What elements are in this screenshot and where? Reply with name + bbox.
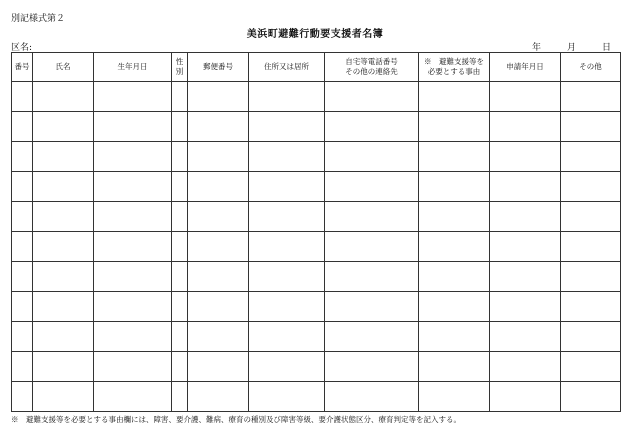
table-cell[interactable]	[490, 292, 561, 322]
table-row	[12, 172, 621, 202]
footnote: ※ 避難支援等を必要とする事由欄には、障害、要介護、難病、療育の種別及び障害等級、要介護状態区分、療育判定等を記入する。	[11, 415, 461, 424]
table-cell[interactable]	[249, 352, 325, 382]
table-cell[interactable]	[33, 292, 94, 322]
table-cell[interactable]	[12, 142, 33, 172]
table-cell[interactable]	[419, 352, 490, 382]
table-cell[interactable]	[188, 232, 249, 262]
table-cell[interactable]	[490, 322, 561, 352]
table-cell[interactable]	[172, 382, 188, 412]
table-cell[interactable]	[490, 202, 561, 232]
table-cell[interactable]	[325, 322, 419, 352]
column-header-application-date: 申請年月日	[490, 53, 561, 82]
table-cell[interactable]	[419, 262, 490, 292]
table-cell[interactable]	[33, 142, 94, 172]
table-cell[interactable]	[490, 112, 561, 142]
table-cell[interactable]	[249, 202, 325, 232]
table-cell[interactable]	[561, 232, 621, 262]
register-body	[12, 82, 621, 412]
table-cell[interactable]	[490, 142, 561, 172]
table-cell[interactable]	[419, 142, 490, 172]
column-header-postal-code: 郵便番号	[188, 53, 249, 82]
table-cell[interactable]	[490, 382, 561, 412]
column-header-sex: 性 別	[172, 53, 188, 82]
column-header-name: 氏名	[33, 53, 94, 82]
table-cell[interactable]	[172, 112, 188, 142]
table-cell[interactable]	[325, 202, 419, 232]
table-cell[interactable]	[490, 172, 561, 202]
year-label: 年	[531, 43, 541, 53]
table-cell[interactable]	[490, 352, 561, 382]
table-cell[interactable]	[561, 82, 621, 112]
register-table	[11, 52, 621, 412]
table-cell[interactable]	[188, 322, 249, 352]
table-row	[12, 202, 621, 232]
table-cell[interactable]	[325, 352, 419, 382]
table-row	[12, 142, 621, 172]
table-cell[interactable]	[94, 82, 172, 112]
header-row	[12, 53, 621, 82]
table-cell[interactable]	[561, 262, 621, 292]
table-cell[interactable]	[249, 82, 325, 112]
table-cell[interactable]	[188, 202, 249, 232]
table-cell[interactable]	[249, 262, 325, 292]
table-cell[interactable]	[490, 82, 561, 112]
table-row	[12, 82, 621, 112]
table-cell[interactable]	[419, 112, 490, 142]
table-cell[interactable]	[33, 262, 94, 292]
table-cell[interactable]	[188, 82, 249, 112]
column-header-birthdate: 生年月日	[94, 53, 172, 82]
table-cell[interactable]	[33, 382, 94, 412]
table-cell[interactable]	[561, 382, 621, 412]
column-header-address: 住所又は居所	[249, 53, 325, 82]
table-cell[interactable]	[12, 292, 33, 322]
table-cell[interactable]	[12, 262, 33, 292]
table-cell[interactable]	[12, 382, 33, 412]
table-cell[interactable]	[249, 322, 325, 352]
table-cell[interactable]	[12, 322, 33, 352]
table-cell[interactable]	[12, 82, 33, 112]
table-cell[interactable]	[33, 322, 94, 352]
table-cell[interactable]	[419, 172, 490, 202]
table-cell[interactable]	[94, 202, 172, 232]
table-cell[interactable]	[33, 112, 94, 142]
table-cell[interactable]	[172, 352, 188, 382]
column-header-reason: ※ 避難支援等を 必要とする事由	[419, 53, 490, 82]
table-cell[interactable]	[172, 172, 188, 202]
table-cell[interactable]	[172, 262, 188, 292]
table-cell[interactable]	[94, 382, 172, 412]
table-cell[interactable]	[94, 292, 172, 322]
table-cell[interactable]	[325, 262, 419, 292]
table-cell[interactable]	[561, 292, 621, 322]
table-cell[interactable]	[94, 322, 172, 352]
table-row	[12, 352, 621, 382]
table-cell[interactable]	[188, 292, 249, 322]
table-cell[interactable]	[172, 142, 188, 172]
table-row	[12, 112, 621, 142]
table-cell[interactable]	[419, 292, 490, 322]
table-cell[interactable]	[561, 322, 621, 352]
table-cell[interactable]	[12, 232, 33, 262]
table-cell[interactable]	[172, 202, 188, 232]
table-cell[interactable]	[249, 112, 325, 142]
table-cell[interactable]	[325, 292, 419, 322]
table-cell[interactable]	[94, 262, 172, 292]
table-cell[interactable]	[419, 202, 490, 232]
table-cell[interactable]	[188, 382, 249, 412]
table-cell[interactable]	[561, 202, 621, 232]
table-cell[interactable]	[561, 172, 621, 202]
table-cell[interactable]	[94, 172, 172, 202]
table-cell[interactable]	[325, 382, 419, 412]
table-cell[interactable]	[33, 202, 94, 232]
table-cell[interactable]	[94, 352, 172, 382]
district-label: 区名:	[11, 43, 33, 53]
table-cell[interactable]	[561, 352, 621, 382]
table-cell[interactable]	[419, 382, 490, 412]
table-cell[interactable]	[188, 172, 249, 202]
table-cell[interactable]	[188, 142, 249, 172]
table-cell[interactable]	[249, 232, 325, 262]
table-cell[interactable]	[561, 142, 621, 172]
table-cell[interactable]	[172, 232, 188, 262]
table-row	[12, 232, 621, 262]
table-cell[interactable]	[490, 232, 561, 262]
table-cell[interactable]	[33, 352, 94, 382]
day-label: 日	[601, 43, 611, 53]
table-cell[interactable]	[94, 142, 172, 172]
table-cell[interactable]	[490, 262, 561, 292]
table-cell[interactable]	[94, 112, 172, 142]
table-cell[interactable]	[419, 82, 490, 112]
table-cell[interactable]	[325, 82, 419, 112]
table-row	[12, 382, 621, 412]
table-cell[interactable]	[249, 172, 325, 202]
column-header-number: 番号	[12, 53, 33, 82]
table-row	[12, 262, 621, 292]
table-cell[interactable]	[188, 352, 249, 382]
table-cell[interactable]	[12, 172, 33, 202]
table-cell[interactable]	[94, 232, 172, 262]
table-cell[interactable]	[419, 232, 490, 262]
table-cell[interactable]	[33, 82, 94, 112]
table-cell[interactable]	[325, 232, 419, 262]
table-row	[12, 322, 621, 352]
table-cell[interactable]	[188, 262, 249, 292]
table-cell[interactable]	[325, 112, 419, 142]
table-cell[interactable]	[188, 112, 249, 142]
table-cell[interactable]	[172, 322, 188, 352]
table-row	[12, 292, 621, 322]
table-cell[interactable]	[325, 172, 419, 202]
table-cell[interactable]	[561, 112, 621, 142]
column-header-phone: 自宅等電話番号 その他の連絡先	[325, 53, 419, 82]
table-cell[interactable]	[249, 142, 325, 172]
table-cell[interactable]	[12, 202, 33, 232]
table-cell[interactable]	[12, 352, 33, 382]
column-header-other: その他	[561, 53, 621, 82]
table-cell[interactable]	[33, 172, 94, 202]
form-number: 別記様式第２	[11, 14, 66, 24]
table-cell[interactable]	[172, 292, 188, 322]
month-label: 月	[566, 43, 576, 53]
table-cell[interactable]	[33, 232, 94, 262]
table-cell[interactable]	[325, 142, 419, 172]
table-cell[interactable]	[12, 112, 33, 142]
table-cell[interactable]	[172, 82, 188, 112]
table-cell[interactable]	[249, 292, 325, 322]
table-cell[interactable]	[249, 382, 325, 412]
table-cell[interactable]	[419, 322, 490, 352]
page-title: 美浜町避難行動要支援者名簿	[246, 29, 384, 40]
